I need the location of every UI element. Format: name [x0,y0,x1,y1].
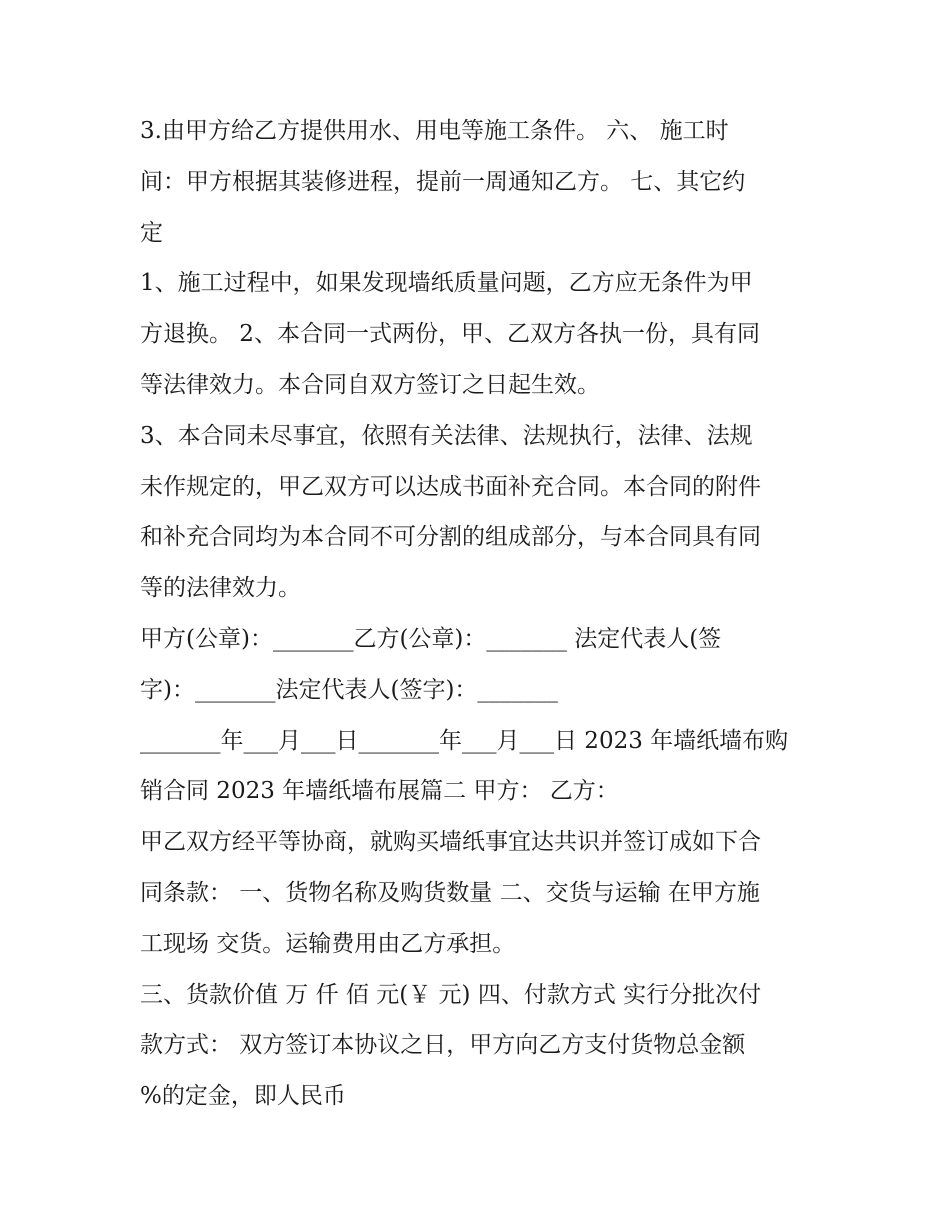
text-line: 3.由甲方给乙方提供用水、用电等施工条件。 六、 施工时 [140,118,729,144]
document-body [140,106,820,1122]
text-line: 甲乙双方经平等协商，就购买墙纸事宜达共识并签订成如下合 [140,829,761,856]
date-line: _______年___月___日_______年___月___日 2023 年墙纸墙布购 [140,727,789,754]
text-line: 三、货款价值 万 仟 佰 元(￥ 元) 四、付款方式 实行分批次付 [140,981,762,1008]
signature-line: 甲方(公章)：_______乙方(公章)：_______ 法定代表人(签 [140,625,722,652]
text-line: 未作规定的，甲乙双方可以达成书面补充合同。本合同的附件 [140,473,761,500]
text-line: 方退换。 2、本合同一式两份，甲、乙双方各执一份，具有同 [140,321,760,348]
text-line: 和补充合同均为本合同不可分割的组成部分，与本合同具有同 [140,524,761,551]
text-line: 1、施工过程中，如果发现墙纸质量问题，乙方应无条件为甲 [140,270,753,297]
text-line: 工现场 交货。运输费用由乙方承担。 [140,930,516,957]
text-line: 款方式： 双方签订本协议之日，甲方向乙方支付货物总金额 [140,1032,746,1059]
text-line: 3、本合同未尽事宜，依照有关法律、法规执行，法律、法规 [140,422,753,449]
text-line: 定 [140,219,163,246]
text-line: %的定金，即人民币 [140,1083,346,1110]
text-line: 等的法律效力。 [140,575,301,602]
text-line: 间：甲方根据其装修进程，提前一周通知乙方。 七、其它约 [140,168,746,195]
text-line: 同条款： 一、货物名称及购货数量 二、交货与运输 在甲方施 [140,879,760,906]
text-line: 等法律效力。本合同自双方签订之日起生效。 [140,371,600,398]
signature-line: 字)：_______法定代表人(签字)：_______ [140,676,558,703]
text-line: 销合同 2023 年墙纸墙布展篇二 甲方： 乙方： [140,778,619,805]
